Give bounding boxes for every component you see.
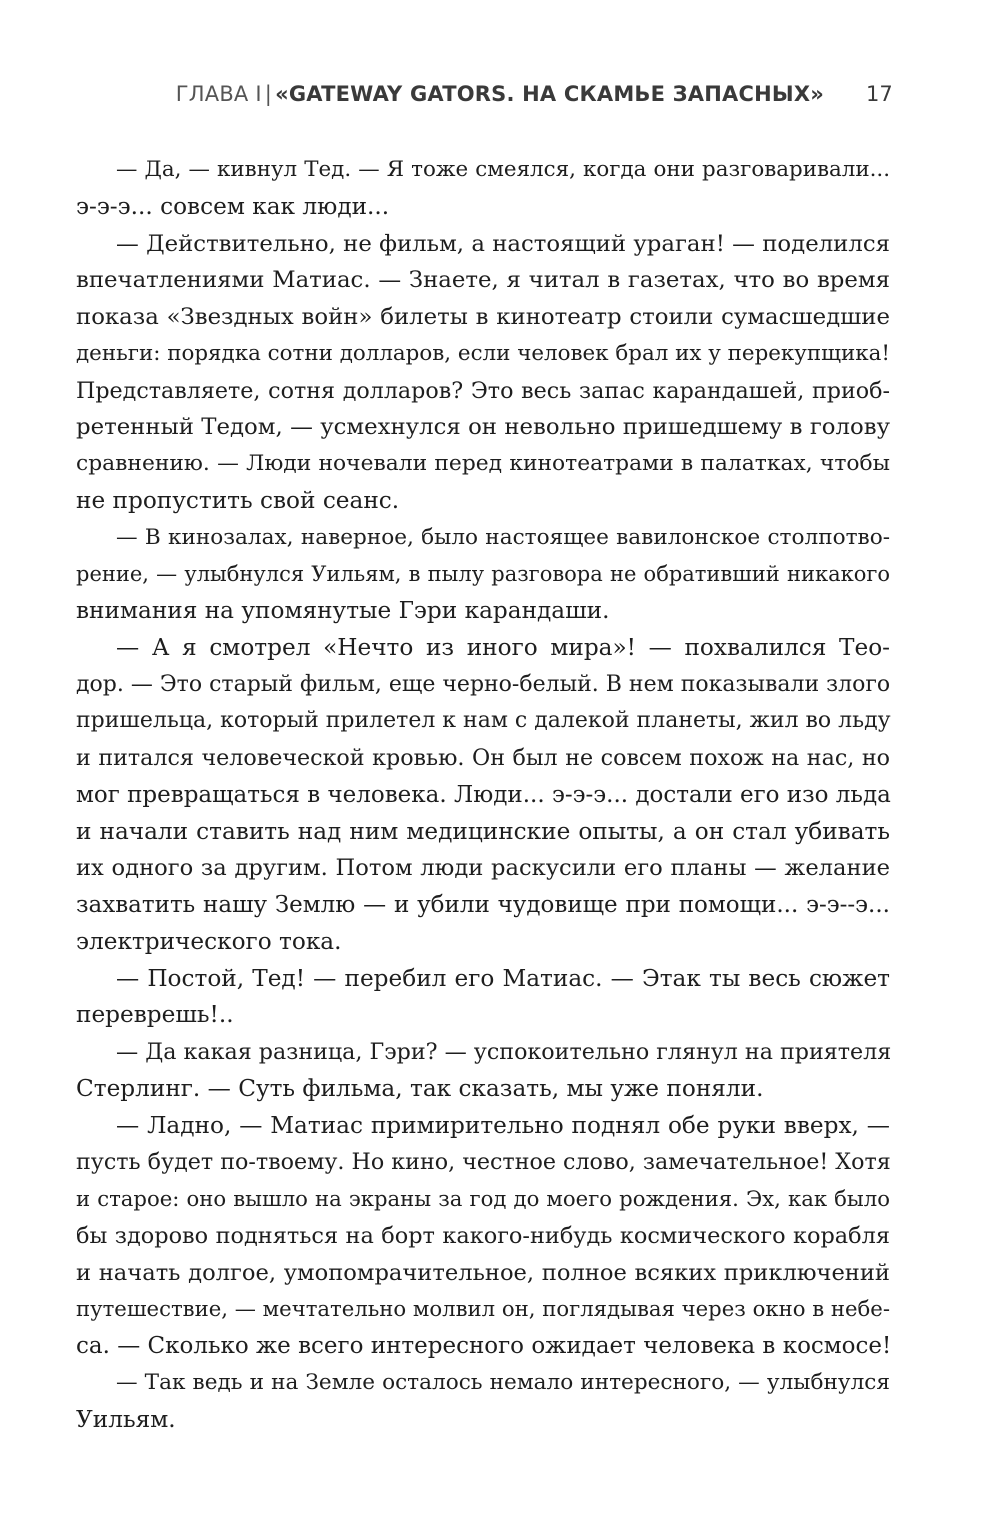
text-line: — А я смотрел «Нечто из иного мира»! — похвалился Тео- xyxy=(116,633,890,661)
text-line: сравнению. — Люди ночевали перед кинотеатрами в палатках, чтобы xyxy=(76,451,890,476)
text-line: ретенный Тедом, — усмехнулся он невольно пришедшему в голову xyxy=(76,414,890,441)
text-line: внимания на упомянутые Гэри карандаши. xyxy=(76,597,610,624)
text-line: Стерлинг. — Суть фильма, так сказать, мы уже поняли. xyxy=(76,1074,764,1102)
text-line: бы здорово подняться на борт какого-нибудь космического корабля xyxy=(76,1222,890,1249)
text-line: и начать долгое, умопомрачительное, полное всяких приключений xyxy=(76,1259,890,1286)
text-line: электрического тока. xyxy=(76,927,342,955)
text-line: Представляете, сотня долларов? Это весь запас карандашей, приоб- xyxy=(76,377,890,404)
text-line: их одного за другим. Потом люди раскусили его планы — желание xyxy=(76,855,890,882)
text-line: и старое: оно вышло на экраны за год до моего рождения. Эх, как было xyxy=(76,1186,890,1211)
header-separator: | xyxy=(264,82,273,106)
text-line: пусть будет по-твоему. Но кино, честное слово, замечательное! Хотя xyxy=(76,1149,891,1176)
text-line: — Да, — кивнул Тед. — Я тоже смеялся, когда они разговаривали... xyxy=(116,157,890,182)
chapter-label: ГЛАВА I xyxy=(175,82,262,106)
text-line: и начали ставить над ним медицинские опыты, а он стал убивать xyxy=(76,817,890,845)
text-line: — Так ведь и на Земле осталось немало интересного, — улыбнулся xyxy=(116,1369,890,1395)
text-line: и питался человеческой кровью. Он был не совсем похож на нас, но xyxy=(76,745,890,771)
text-line: э-э-э... совсем как люди... xyxy=(76,192,390,220)
text-line: переврешь!.. xyxy=(76,1001,234,1029)
text-line: деньги: порядка сотни долларов, если человек брал их у перекупщика! xyxy=(76,340,890,366)
text-line: — Действительно, не фильм, а настоящий ураган! — поделился xyxy=(116,230,890,257)
text-line: Уильям. xyxy=(76,1405,176,1433)
text-line: не пропустить свой сеанс. xyxy=(76,486,400,514)
text-line: захватить нашу Землю — и убили чудовище при помощи... э-э--э... xyxy=(76,892,890,918)
text-line: — Ладно, — Матиас примирительно поднял обе руки вверх, — xyxy=(116,1111,890,1139)
chapter-title xyxy=(176,82,824,106)
text-line: показа «Звездных войн» билеты в кинотеатр стоили сумасшедшие xyxy=(76,304,890,330)
text-line: путешествие, — мечтательно молвил он, поглядывая через окно в небе- xyxy=(76,1296,890,1322)
text-line: дор. — Это старый фильм, еще черно-белый. В нем показывали злого xyxy=(76,671,891,697)
text-line: рение, — улыбнулся Уильям, в пылу разговора не обративший никакого xyxy=(76,562,890,587)
text-line: са. — Сколько же всего интересного ожидает человека в космосе! xyxy=(76,1333,892,1359)
text-line: мог превращаться в человека. Люди... э-э-э... достали его изо льда xyxy=(76,781,891,808)
page-number: 17 xyxy=(866,82,893,106)
text-line: — Постой, Тед! — перебил его Матиас. — Этак ты весь сюжет xyxy=(116,964,890,992)
body-text xyxy=(76,152,890,1438)
text-line: пришельца, который прилетел к нам с далекой планеты, жил во льду xyxy=(76,708,891,734)
text-line: — В кинозалах, наверное, было настоящее вавилонское столпотво- xyxy=(116,524,890,550)
running-header xyxy=(0,80,1000,112)
section-title: «GATEWAY GATORS. НА СКАМЬЕ ЗАПАСНЫХ» xyxy=(275,82,824,106)
text-line: впечатлениями Матиас. — Знаете, я читал в газетах, что во время xyxy=(76,267,890,294)
text-line: — Да какая разница, Гэри? — успокоительно глянул на приятеля xyxy=(116,1039,892,1065)
